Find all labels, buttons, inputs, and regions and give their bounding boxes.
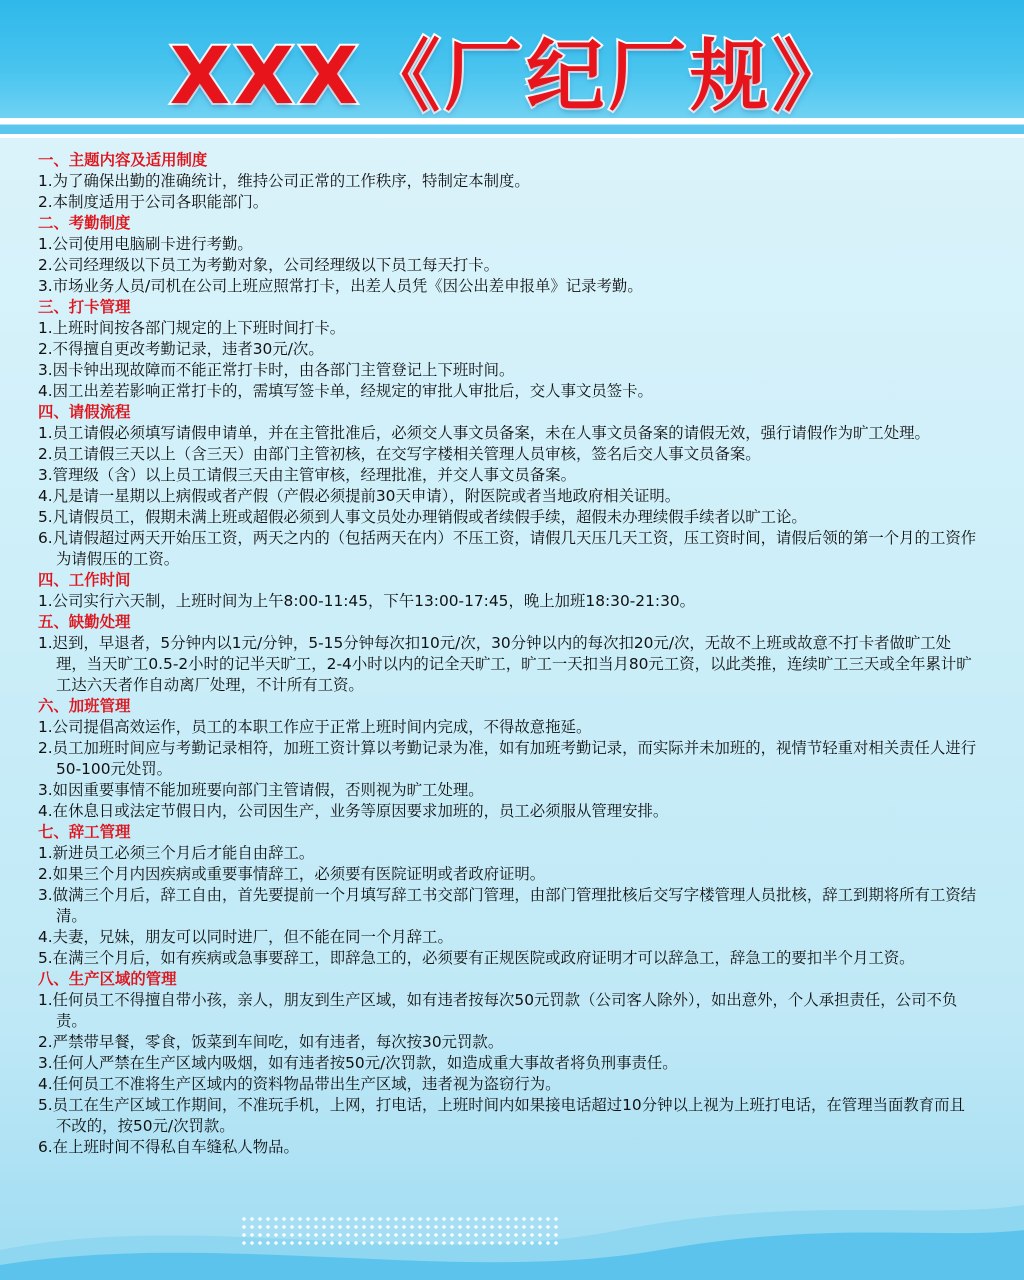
- section-heading: 四、工作时间: [38, 571, 131, 589]
- rule-item: 1.员工请假必须填写请假申请单，并在主管批准后，必须交人事文员备案，未在人事文员备案的请假无效，强行请假作为旷工处理。: [38, 424, 930, 442]
- rule-item: 2.严禁带早餐，零食，饭菜到车间吃，如有违者，每次按30元罚款。: [38, 1033, 504, 1051]
- rule-item: 3.市场业务人员/司机在公司上班应照常打卡，出差人员凭《因公出差申报单》记录考勤。: [38, 277, 643, 295]
- regulations-content: [38, 150, 978, 1158]
- section-heading: 六、加班管理: [38, 697, 131, 715]
- rule-item: 1.为了确保出勤的准确统计，维持公司正常的工作秩序，特制定本制度。: [38, 172, 530, 190]
- rule-item: 2.如果三个月内因疾病或重要事情辞工，必须要有医院证明或者政府证明。: [38, 865, 546, 883]
- rule-item: 4.因工出差若影响正常打卡的，需填写签卡单，经规定的审批人审批后，交人事文员签卡。: [38, 382, 653, 400]
- rule-item: 6.在上班时间不得私自车缝私人物品。: [38, 1138, 299, 1156]
- rule-item: 1.任何员工不得擅自带小孩，亲人，朋友到生产区域，如有违者按每次50元罚款（公司客人除外），如出意外，个人承担责任，公司不负责。: [38, 991, 958, 1030]
- section: [38, 570, 978, 612]
- section-heading: 八、生产区域的管理: [38, 970, 177, 988]
- rule-item: 1.公司实行六天制，上班时间为上午8:00-11:45，下午13:00-17:45，晚上加班18:30-21:30。: [38, 592, 696, 610]
- section: [38, 150, 978, 213]
- rule-item: 4.凡是请一星期以上病假或者产假（产假必须提前30天申请），附医院或者当地政府相关证明。: [38, 487, 681, 505]
- rule-item: 2.公司经理级以下员工为考勤对象，公司经理级以下员工每天打卡。: [38, 256, 500, 274]
- section-heading: 二、考勤制度: [38, 214, 131, 232]
- section-heading: 一、主题内容及适用制度: [38, 151, 208, 169]
- rule-item: 2.不得擅自更改考勤记录，违者30元/次。: [38, 340, 324, 358]
- rule-item: 3.任何人严禁在生产区域内吸烟，如有违者按50元/次罚款，如造成重大事故者将负刑事责任。: [38, 1054, 678, 1072]
- rule-item: 2.本制度适用于公司各职能部门。: [38, 193, 269, 211]
- rule-item: 4.夫妻，兄妹，朋友可以同时进厂，但不能在同一个月辞工。: [38, 928, 453, 946]
- section: [38, 297, 978, 402]
- page-title: XXX《厂纪厂规》: [169, 32, 855, 122]
- rule-item: 5.员工在生产区域工作期间，不准玩手机，上网，打电话，上班时间内如果接电话超过10分钟以上视为上班打电话，在管理当面教育而且不改的，按50元/次罚款。: [38, 1096, 965, 1135]
- section: [38, 969, 978, 1158]
- section-heading: 五、缺勤处理: [38, 613, 131, 631]
- rule-item: 1.迟到，早退者，5分钟内以1元/分钟，5-15分钟每次扣10元/次，30分钟以内的每次扣20元/次，无故不上班或故意不打卡者做旷工处理，当天旷工0.5-2小时的记半天旷工，2-4小时以内的记全天旷工，旷工一天扣当月80元工资，以此类推，连续旷工三天或全年累计旷工达六天者作自动离厂处理，不计所有工资。: [38, 634, 972, 694]
- rule-item: 1.公司提倡高效运作，员工的本职工作应于正常上班时间内完成，不得故意拖延。: [38, 718, 592, 736]
- rule-item: 1.上班时间按各部门规定的上下班时间打卡。: [38, 319, 346, 337]
- section: [38, 696, 978, 822]
- rule-item: 3.如因重要事情不能加班要向部门主管请假，否则视为旷工处理。: [38, 781, 484, 799]
- section-heading: 四、请假流程: [38, 403, 131, 421]
- section: [38, 402, 978, 570]
- rule-item: 5.凡请假员工，假期未满上班或超假必须到人事文员处办理销假或者续假手续，超假未办理续假手续者以旷工论。: [38, 508, 807, 526]
- rule-item: 3.做满三个月后，辞工自由，首先要提前一个月填写辞工书交部门管理，由部门管理批核后交写字楼管理人员批核，辞工到期将所有工资结清。: [38, 886, 977, 925]
- header-stripe-line: [0, 134, 1024, 138]
- rule-item: 4.在休息日或法定节假日内，公司因生产，业务等原因要求加班的，员工必须服从管理安排。: [38, 802, 669, 820]
- section: [38, 213, 978, 297]
- rule-item: 2.员工加班时间应与考勤记录相符，加班工资计算以考勤记录为准，如有加班考勤记录，而实际并未加班的，视情节轻重对相关责任人进行50-100元处罚。: [38, 739, 977, 778]
- rule-item: 1.新进员工必须三个月后才能自由辞工。: [38, 844, 315, 862]
- rule-item: 6.凡请假超过两天开始压工资，两天之内的（包括两天在内）不压工资，请假几天压几天工资，压工资时间，请假后领的第一个月的工资作为请假压的工资。: [38, 529, 977, 568]
- dot-pattern-decoration: [240, 1215, 560, 1245]
- rule-item: 3.因卡钟出现故障而不能正常打卡时，由各部门主管登记上下班时间。: [38, 361, 515, 379]
- rule-item: 5.在满三个月后，如有疾病或急事要辞工，即辞急工的，必须要有正规医院或政府证明才可以辞急工，辞急工的要扣半个月工资。: [38, 949, 915, 967]
- rule-item: 1.公司使用电脑刷卡进行考勤。: [38, 235, 253, 253]
- section: [38, 612, 978, 696]
- section-heading: 七、辞工管理: [38, 823, 131, 841]
- rule-item: 2.员工请假三天以上（含三天）由部门主管初核，在交写字楼相关管理人员审核，签名后交人事文员备案。: [38, 445, 761, 463]
- section-heading: 三、打卡管理: [38, 298, 131, 316]
- rule-item: 3.管理级（含）以上员工请假三天由主管审核，经理批准，并交人事文员备案。: [38, 466, 576, 484]
- section: [38, 822, 978, 969]
- rule-item: 4.任何员工不准将生产区域内的资料物品带出生产区域，违者视为盗窃行为。: [38, 1075, 561, 1093]
